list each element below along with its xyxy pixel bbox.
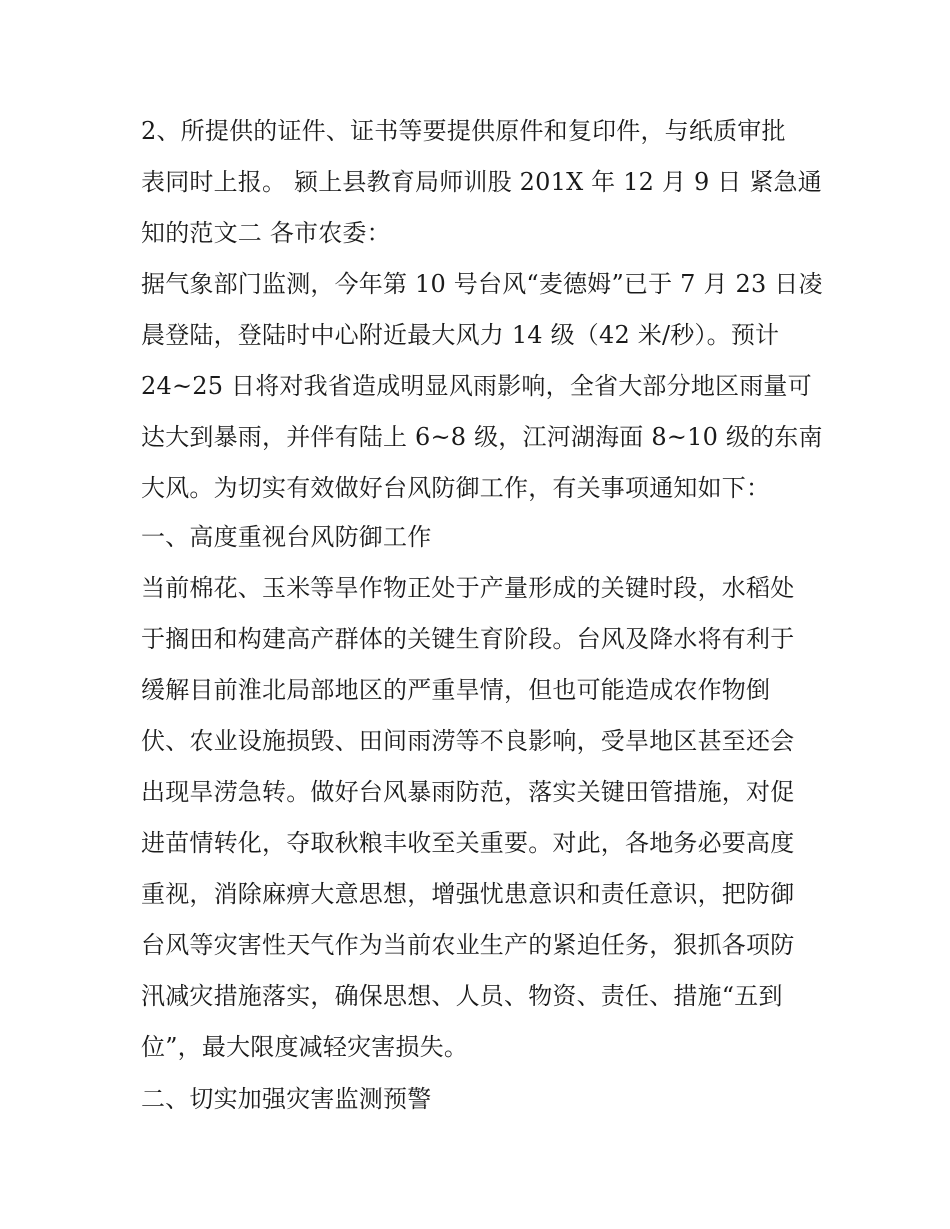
text-line: 重视，消除麻痹大意思想，增强忧患意识和责任意识，把防御 xyxy=(141,880,795,908)
text-line: 台风等灾害性天气作为当前农业生产的紧迫任务，狠抓各项防 xyxy=(141,931,795,959)
text-line: 达大到暴雨，并伴有陆上 6~8 级，江河湖海面 8~10 级的东南 xyxy=(141,423,823,451)
text-line: 进苗情转化，夺取秋粮丰收至关重要。对此，各地务必要高度 xyxy=(141,829,795,857)
text-line: 据气象部门监测，今年第 10 号台风“麦德姆”已于 7 月 23 日凌 xyxy=(141,270,823,298)
text-line: 2、所提供的证件、证书等要提供原件和复印件，与纸质审批 xyxy=(141,117,786,145)
text-line: 晨登陆，登陆时中心附近最大风力 14 级（42 米/秒）。预计 xyxy=(141,321,780,349)
text-line: 伏、农业设施损毁、田间雨涝等不良影响，受旱地区甚至还会 xyxy=(141,727,795,755)
text-line: 大风。为切实有效做好台风防御工作，有关事项通知如下： xyxy=(141,474,771,502)
text-line: 缓解目前淮北局部地区的严重旱情，但也可能造成农作物倒 xyxy=(141,676,771,704)
section-heading: 一、高度重视台风防御工作 xyxy=(141,523,432,551)
text-line: 表同时上报。 颍上县教育局师训股 201X 年 12 月 9 日 紧急通 xyxy=(141,168,822,196)
text-line: 于搁田和构建高产群体的关键生育阶段。台风及降水将有利于 xyxy=(141,625,795,653)
text-line: 24~25 日将对我省造成明显风雨影响，全省大部分地区雨量可 xyxy=(141,372,812,400)
text-line: 知的范文二 各市农委： xyxy=(141,219,391,247)
text-line: 位”，最大限度减轻灾害损失。 xyxy=(141,1033,469,1061)
text-line: 汛减灾措施落实，确保思想、人员、物资、责任、措施“五到 xyxy=(141,982,783,1010)
text-line: 出现旱涝急转。做好台风暴雨防范，落实关键田管措施，对促 xyxy=(141,778,795,806)
text-line: 当前棉花、玉米等旱作物正处于产量形成的关键时段，水稻处 xyxy=(141,574,795,602)
section-heading: 二、切实加强灾害监测预警 xyxy=(141,1085,432,1113)
